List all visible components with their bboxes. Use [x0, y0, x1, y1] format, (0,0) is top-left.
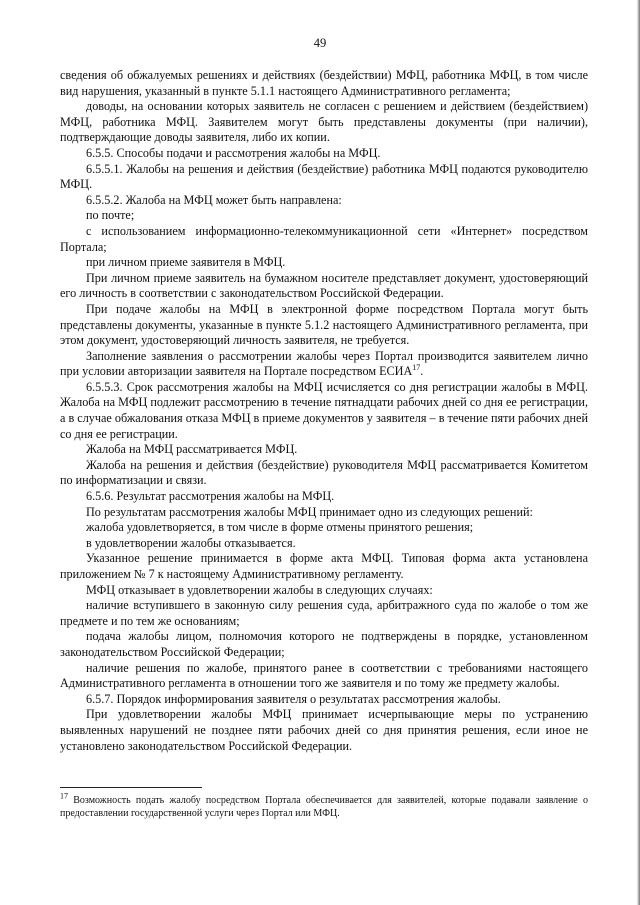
document-body	[60, 68, 588, 754]
paragraph: в удовлетворении жалобы отказывается.	[86, 535, 296, 550]
paragraph: 6.5.7. Порядок информирования заявителя о результатах рассмотрения жалобы.	[86, 691, 501, 706]
paragraph: При удовлетворении жалобы МФЦ принимает исчерпывающие меры по устранению выявленных нарушений не позднее пяти рабочих дней со дня принятия решения, если иное не установлено законодательством Российской Федерации.	[60, 707, 588, 753]
paragraph: при личном приеме заявителя в МФЦ.	[86, 255, 286, 270]
paragraph: 6.5.5.1. Жалобы на решения и действия (бездействие) работника МФЦ подаются руководителю МФЦ.	[60, 161, 588, 192]
footnote-text: Возможность подать жалобу посредством Портала обеспечивается для заявителей, которые подавали заявление о предоставлении государственной услуги через Портал или МФЦ.	[60, 795, 588, 819]
paragraph: с использованием информационно-телекоммуникационной сети «Интернет» посредством Портала;	[60, 223, 588, 254]
footnote-reference[interactable]: 17	[412, 363, 421, 373]
paragraph: 6.5.6. Результат рассмотрения жалобы на МФЦ.	[86, 489, 335, 504]
paragraph: сведения об обжалуемых решениях и действиях (бездействии) МФЦ, работника МФЦ, в том числе вид нарушения, указанный в пункте 5.1.1 настоящего Административного регламента;	[60, 68, 588, 98]
paragraph: наличие вступившего в законную силу решения суда, арбитражного суда по жалобе о том же предмете и по тем же основаниям;	[60, 598, 588, 628]
paragraph: 6.5.5.3. Срок рассмотрения жалобы на МФЦ исчисляется со дня регистрации жалобы в МФЦ. Жалоба на МФЦ подлежит рассмотрению в течение пятнадцати рабочих дней со дня ее регистрации, а в случае обжалования отказа МФЦ в приеме документов у заявителя – в течение пяти рабочих дней со дня ее регистрации.	[60, 379, 588, 441]
page-number: 49	[313, 36, 327, 50]
paragraph: подача жалобы лицом, полномочия которого не подтверждены в порядке, установленном законодательством Российской Федерации;	[60, 629, 588, 659]
paragraph: 6.5.5.2. Жалоба на МФЦ может быть направлена:	[86, 192, 342, 207]
paragraph: Жалоба на решения и действия (бездействие) руководителя МФЦ рассматривается Комитетом по информатизации и связи.	[60, 457, 588, 488]
footnote-divider	[60, 787, 202, 788]
footnote	[60, 791, 588, 820]
paragraph: При личном приеме заявитель на бумажном носителе представляет документ, удостоверяющий его личность в соответствии с законодательством Российской Федерации.	[60, 270, 588, 301]
footnote-marker: 17	[60, 791, 68, 801]
paragraph: доводы, на основании которых заявитель не согласен с решением и действием (бездействием) МФЦ, работника МФЦ. Заявителем могут быть представлены документы (при наличии), подтверждающие доводы заявителя, либо их копии.	[60, 99, 588, 145]
paragraph: жалоба удовлетворяется, в том числе в форме отмены принятого решения;	[86, 520, 474, 535]
paragraph: МФЦ отказывает в удовлетворении жалобы в следующих случаях:	[86, 582, 433, 597]
paragraph: Жалоба на МФЦ рассматривается МФЦ.	[86, 442, 298, 457]
paragraph: Указанное решение принимается в форме акта МФЦ. Типовая форма акта установлена приложением № 7 к настоящему Административному регламенту.	[60, 551, 588, 581]
paragraph: При подаче жалобы на МФЦ в электронной форме посредством Портала могут быть представлены документы, указанные в пункте 5.1.2 настоящего Административного регламента, при этом документ, удостоверяющий личность заявителя, не требуется.	[60, 301, 588, 348]
paragraph: по почте;	[86, 208, 135, 223]
paragraph: По результатам рассмотрения жалобы МФЦ принимает одно из следующих решений:	[86, 504, 533, 519]
paragraph: 6.5.5. Способы подачи и рассмотрения жалобы на МФЦ.	[86, 145, 381, 160]
paragraph: Заполнение заявления о рассмотрении жалобы через Портал производится заявителем лично при условии авторизации заявителя на Портале посредством ЕСИА$^{17}$.	[60, 348, 588, 379]
paragraph: наличие решения по жалобе, принятого ранее в соответствии с требованиями настоящего Административного регламента в отношении того же заявителя и по тому же предмету жалобы.	[60, 660, 588, 691]
